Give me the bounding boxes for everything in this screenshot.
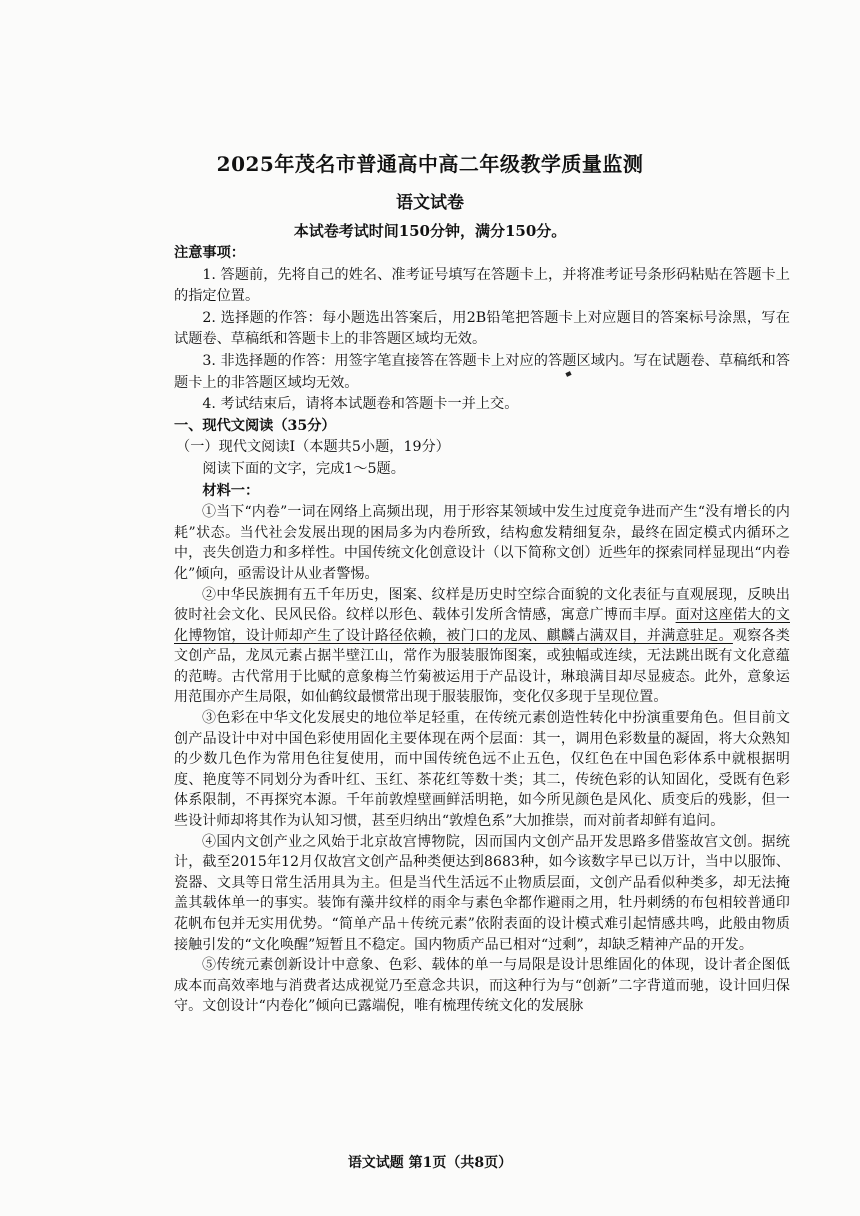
section-subheading: （一）现代文阅读Ⅰ（本题共5小题，19分） xyxy=(176,439,450,456)
article-paragraph-3: ③色彩在中华文化发展史的地位举足轻重，在传统元素创造性转化中扮演重要角色。但目前文创产品设计中对中国色彩使用固化主要体现在两个层面：其一，调用色彩数量的凝固，将大众熟知的少数几色作为常用色往复使用，而中国传统色远不止五色，仅红色在中国色彩体系中就根据明度、艳度等不同划分为香叶红、玉红、茶花红等数十类；其二，传统色彩的认知固化，受既有色彩体系限制，不再探究本源。千年前敦煌壁画鲜活明艳，如今所见颜色是风化、质变后的残影，但一些设计师却将其作为认知习惯，甚至归纳出“敦煌色系”大加推崇，而对前者却鲜有追问。 xyxy=(174,710,790,830)
paragraph-2-text-end: 观察各类文创产品，龙凤元素占据半壁江山，常作为服装服饰图案，或独幅或连续，无法跳出既有文化意蕴的范畴。古代常用于比赋的意象梅兰竹菊被运用于产品设计，琳琅满目却尽显疲态。此外，意象运用范围亦产生局限，如仙鹤纹最惯常出现于服装服饰，变化仅多现于呈现位置。 xyxy=(174,627,790,706)
paragraph-2-text-start: ②中华民族拥有五千年历史，图案、纹样是历史时空综合面貌的文化表征与直观展现，反映出彼时社会文化、民风民俗。纹样以形色、载体引发所含情感，寓意广博而丰厚。 xyxy=(174,586,790,624)
exam-content xyxy=(174,243,790,1017)
exam-time-info: 本试卷考试时间150分钟，满分150分。 xyxy=(293,222,567,240)
notes-item-1: 1. 答题前，先将自己的姓名、准考证号填写在答题卡上，并将准考证号条形码粘贴在答题卡上的指定位置。 xyxy=(174,266,790,305)
material-label: 材料一： xyxy=(202,482,260,499)
article-paragraph-2 xyxy=(174,585,790,709)
exam-title: 2025年茂名市普通高中高二年级教学质量监测 xyxy=(216,152,644,176)
exam-subject: 语文试卷 xyxy=(396,193,464,213)
notes-heading: 注意事项： xyxy=(174,245,245,261)
notes-item-4: 4. 考试结束后，请将本试题卷和答题卡一并上交。 xyxy=(202,396,519,413)
notes-item-3: 3. 非选择题的作答：用签字笔直接答在答题卡上对应的答题区域内。写在试题卷、草稿纸和答题卡上的非答题区域均无效。 xyxy=(174,352,790,391)
page-footer: 语文试题 第1页（共8页） xyxy=(347,1155,513,1171)
article-paragraph-1: ①当下“内卷”一词在网络上高频出现，用于形容某领域中发生过度竞争进而产生“没有增长的内耗”状态。当代社会发展出现的困局多为内卷所致，结构愈发精细复杂，最终在固定模式内循环之中，丧失创造力和多样性。中国传统文化创意设计（以下简称文创）近些年的探索同样显现出“内卷化”倾向，亟需设计从业者警惕。 xyxy=(174,504,790,582)
section-heading: 一、现代文阅读（35分） xyxy=(174,417,336,434)
underlined-sentence: 面对这座偌大的文化博物馆，设计师却产生了设计路径依赖，被门口的龙凤、麒麟占满双目，并满意驻足。 xyxy=(174,607,790,644)
article-paragraph-4: ④国内文创产业之风始于北京故宫博物院，因而国内文创产品开发思路多借鉴故宫文创。据统计，截至2015年12月仅故宫文创产品种类便达到8683种，如今该数字早已以万计，当中以服饰、瓷器、文具等日常生活用具为主。但是当代生活远不止物质层面，文创产品看似种类多，却无法掩盖其载体单一的事实。装饰有藻井纹样的雨伞与素色伞都作避雨之用，牡丹刺绣的布包相较普通印花帆布包并无实用优势。“简单产品＋传统元素”依附表面的设计模式难引起情感共鸣，此般由物质接触引发的“文化唤醒”短暂且不稳定。国内物质产品已相对“过剩”，却缺乏精神产品的开发。 xyxy=(174,833,790,953)
reading-instruction: 阅读下面的文字，完成1～5题。 xyxy=(202,460,405,477)
notes-item-2: 2. 选择题的作答：每小题选出答案后，用2B铅笔把答题卡上对应题目的答案标号涂黑，写在试题卷、草稿纸和答题卡上的非答题区域均无效。 xyxy=(174,309,790,348)
article-body xyxy=(174,502,790,1017)
article-paragraph-5: ⑤传统元素创新设计中意象、色彩、载体的单一与局限是设计思维固化的体现，设计者企图低成本而高效率地与消费者达成视觉乃至意念共识，而这种行为与“创新”二字背道而驰，设计回归保守。文创设计“内卷化”倾向已露端倪，唯有梳理传统文化的发展脉 xyxy=(174,957,790,1015)
